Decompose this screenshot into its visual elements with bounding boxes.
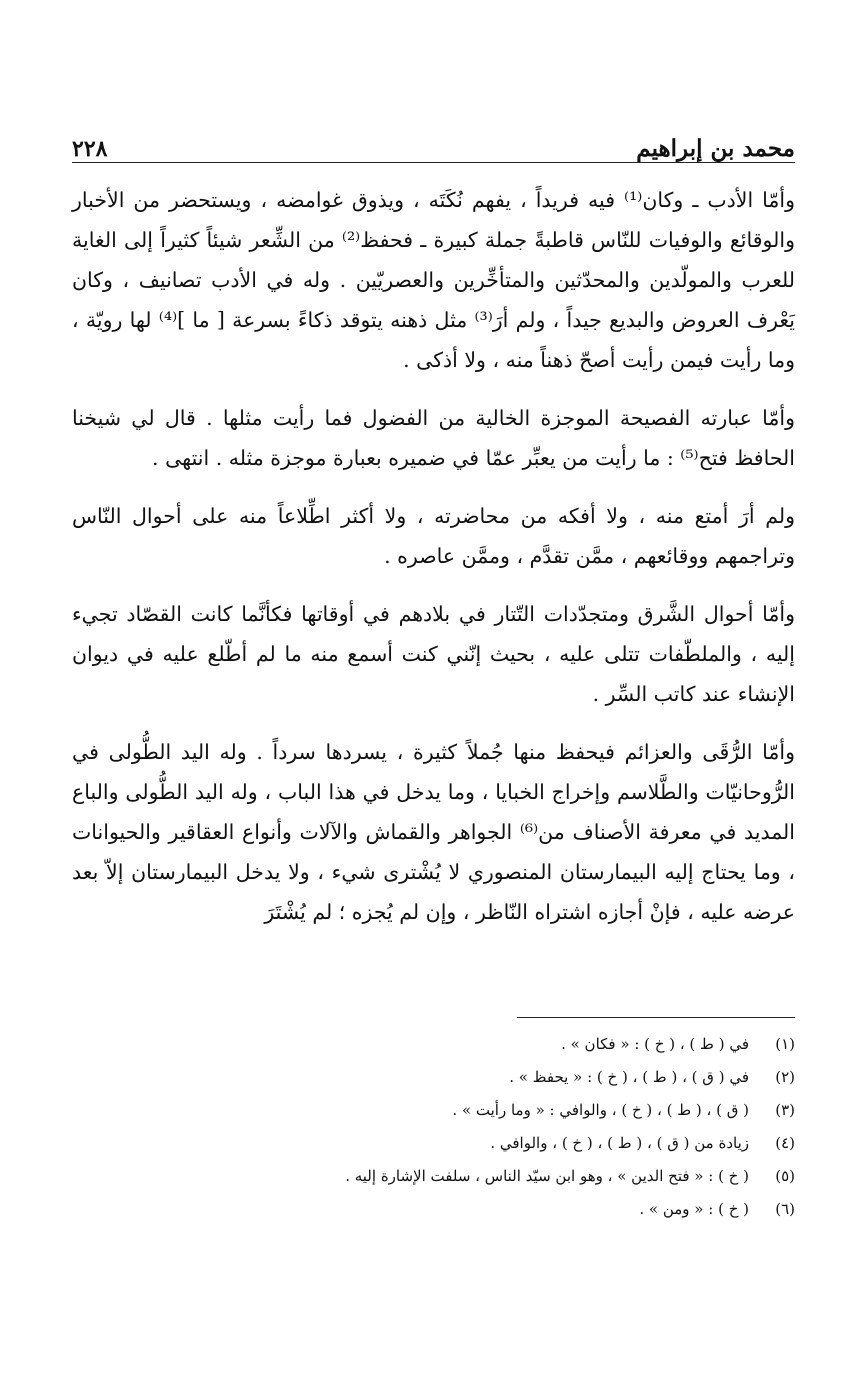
footnote-item	[72, 1193, 795, 1226]
paragraph-eloquence: وأمّا عبارته الفصيحة الموجزة الخالية من الفضول فما رأيت مثلها . قال لي شيخنا الحافظ فتح⁽⁵⁾ : ما رأيت من يعبِّر عمّا في ضميره بعبارة موجزة مثله . انتهى .	[72, 406, 795, 470]
paragraph-east-affairs: وأمّا أحوال الشَّرق ومتجدّدات التّتار في بلادهم في أوقاتها فكأنَّما كانت القصّاد تجيء إليه ، والملطّفات تتلى عليه ، بحيث إنّني كنت أسمع منه ما لم أطّلع عليه في ديوان الإنشاء عند كاتب السِّر .	[72, 602, 795, 706]
footnote-item	[72, 1028, 795, 1061]
footnote-text: ( ق ) ، ( ط ) ، ( خ ) ، والوافي : « وما رأيت » .	[452, 1101, 749, 1119]
footnote-item	[72, 1094, 795, 1127]
running-head: محمد بن إبراهيم	[636, 135, 795, 162]
footnote-number: (٣)	[775, 1101, 795, 1119]
header-rule	[72, 162, 795, 163]
footnote-text: ( خ ) : « فتح الدين » ، وهو ابن سيّد الناس ، سلفت الإشارة إليه .	[345, 1167, 749, 1185]
footnote-text: في ( ق ) ، ( ط ) ، ( خ ) : « يحفظ » .	[509, 1068, 749, 1086]
footnote-number: (٦)	[775, 1200, 795, 1218]
footnote-item	[72, 1127, 795, 1160]
footnote-text: زيادة من ( ق ) ، ( ط ) ، ( خ ) ، والوافي .	[490, 1134, 749, 1152]
footnote-text: في ( ط ) ، ( خ ) : « فكان » .	[561, 1035, 749, 1053]
paragraph-incantations: وأمّا الرُّقَى والعزائم فيحفظ منها جُملاً كثيرة ، يسردها سرداً . وله اليد الطُّولى في الرُّوحانيّات والطَّلاسم وإخراج الخبايا ، وما يدخل في هذا الباب ، وله اليد الطُّولى والباع المديد في معرفة الأصناف من⁽⁶⁾ الجواهر والقماش والآلات وأنواع العقاقير والحيوانات ، وما يحتاج إليه البيمارستان المنصوري لا يُشْترى شيء ، ولا يدخل البيمارستان إلاّ بعد عرضه عليه ، فإنْ أجازه اشتراه النّاظر ، وإن لم يُجزه ؛ لم يُشْتَرَ	[72, 740, 796, 924]
footnote-item	[72, 1061, 795, 1094]
footnote-rule	[517, 1017, 795, 1018]
footnote-item	[72, 1160, 795, 1193]
footnote-number: (١)	[775, 1035, 795, 1053]
paragraph-conversation: ولم أرَ أمتع منه ، ولا أفكه من محاضرته ، ولا أكثر اطِّلاعاً منه على أحوال النّاس وتراجمهم ووقائعهم ، ممَّن تقدَّم ، وممَّن عاصره .	[72, 504, 795, 568]
footnote-number: (٥)	[775, 1167, 795, 1185]
footnote-text: ( خ ) : « ومن » .	[639, 1200, 749, 1218]
footnote-number: (٤)	[775, 1134, 795, 1152]
page-header	[72, 122, 795, 162]
footnotes	[72, 1028, 795, 1226]
page-number: ٢٢٨	[72, 136, 108, 162]
footnote-number: (٢)	[775, 1068, 795, 1086]
paragraph-literature: وأمّا الأدب ـ وكان⁽¹⁾ فيه فريداً ، يفهم نُكَتَه ، ويذوق غوامضه ، ويستحضر من الأخبار والوقائع والوفيات للنّاس قاطبةً جملة كبيرة ـ فحفظ⁽²⁾ من الشِّعر شيئاً كثيراً إلى الغاية للعرب والمولّدين والمحدّثين والمتأخِّرين والعصريّين . وله في الأدب تصانيف ، وكان يَعْرف العروض والبديع جيداً ، ولم أرَ⁽³⁾ مثل ذهنه يتوقد ذكاءً بسرعة [ ما ]⁽⁴⁾ لها رويّة ، وما رأيت فيمن رأيت أصحّ ذهناً منه ، ولا أذكى .	[72, 188, 795, 372]
main-text	[72, 180, 795, 950]
